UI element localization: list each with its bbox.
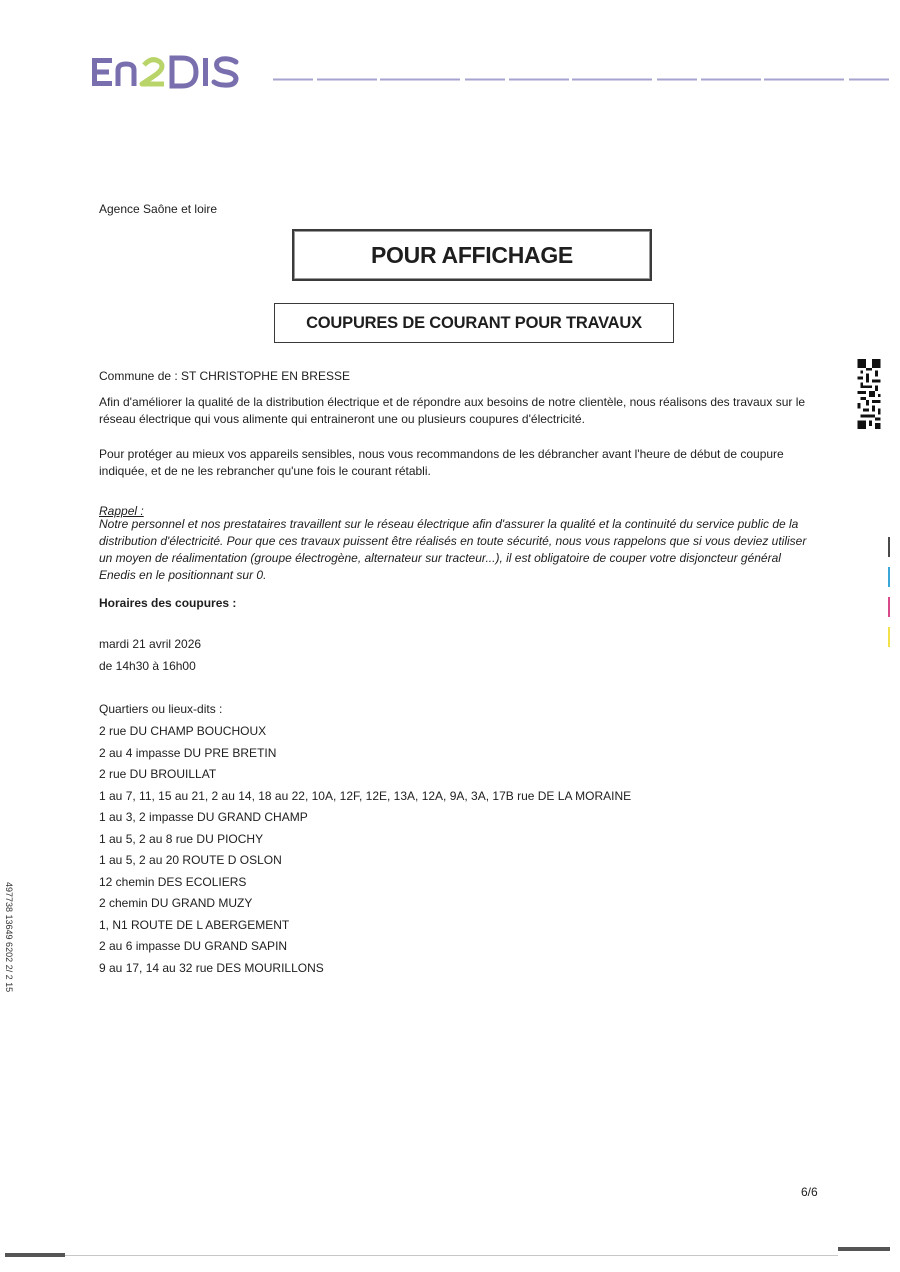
page-number: 6/6 [801,1185,818,1199]
print-mark-yellow [888,627,890,647]
print-registration-marks [886,537,892,647]
quartiers-heading: Quartiers ou lieux-dits : [99,702,223,716]
footer-rule [65,1255,838,1256]
list-item: 9 au 17, 14 au 32 rue DES MOURILLONS [99,960,324,975]
agency-name: Agence Saône et loire [99,202,218,216]
side-code-text: 497738 13649 6202 2/ 2 15 [4,882,14,993]
commune: Commune de : ST CHRISTOPHE EN BRESSE [99,369,350,383]
list-item: 2 au 4 impasse DU PRE BRETIN [99,745,277,760]
list-item: 2 rue DU CHAMP BOUCHOUX [99,724,267,738]
advice-paragraph: Pour protéger au mieux vos appareils sensibles, nous vous recommandons de les débrancher avant l'heure de début de coupure indiquée, et de ne les rebrancher qu'une fois le courant rétabli. [99,447,784,478]
outage-date: mardi 21 avril 2026 [99,637,202,651]
list-item: 2 chemin DU GRAND MUZY [99,896,253,910]
list-item: 2 au 6 impasse DU GRAND SAPIN [99,939,288,953]
page-subtitle: COUPURES DE COURANT POUR TRAVAUX [274,303,674,343]
list-item: 12 chemin DES ECOLIERS [99,874,247,889]
header-rule [273,78,893,81]
print-mark-magenta [888,597,890,617]
schedule-heading: Horaires des coupures : [99,596,237,610]
print-mark-cyan [888,567,890,587]
qr-code [857,359,881,429]
footer-mark-right [838,1247,890,1251]
list-item: 1, N1 ROUTE DE L ABERGEMENT [99,917,290,932]
rappel-text: Notre personnel et nos prestataires travaillent sur le réseau électrique afin d'assurer la qualité et la continuité du service public de la distribution d'électricité. Pour que ces travaux puissent être réalisés en toute sécurité, nous vous rappelons que si vous deviez utiliser un moyen de réalimentation (groupe électrogène, alternateur sur tracteur...), il est obligatoire de couper votre disjoncteur général Enedis en le positionnant sur 0. [99,517,807,582]
list-item: 1 au 5, 2 au 20 ROUTE D OSLON [99,853,282,867]
list-item: 2 rue DU BROUILLAT [99,767,217,781]
enedis-logo [90,50,270,94]
page-title: POUR AFFICHAGE [292,229,652,281]
list-item: 1 au 3, 2 impasse DU GRAND CHAMP [99,810,308,824]
list-item: 1 au 7, 11, 15 au 21, 2 au 14, 18 au 22, 10A, 12F, 12E, 13A, 12A, 9A, 3A, 17B rue DE LA MORAINE [99,788,632,803]
print-mark-black [888,537,890,557]
rappel-label: Rappel : [99,504,144,518]
footer-mark-left [5,1253,65,1257]
side-reference-code [2,882,16,1032]
quartiers-list [99,724,631,982]
outage-time: de 14h30 à 16h00 [99,659,196,673]
intro-paragraph: Afin d'améliorer la qualité de la distribution électrique et de répondre aux besoins de notre clientèle, nous réalisons des travaux sur le réseau électrique qui vous alimente qui entraineront une ou plusieurs coupures d'électricité. [99,395,806,426]
list-item: 1 au 5, 2 au 8 rue DU PIOCHY [99,831,264,846]
